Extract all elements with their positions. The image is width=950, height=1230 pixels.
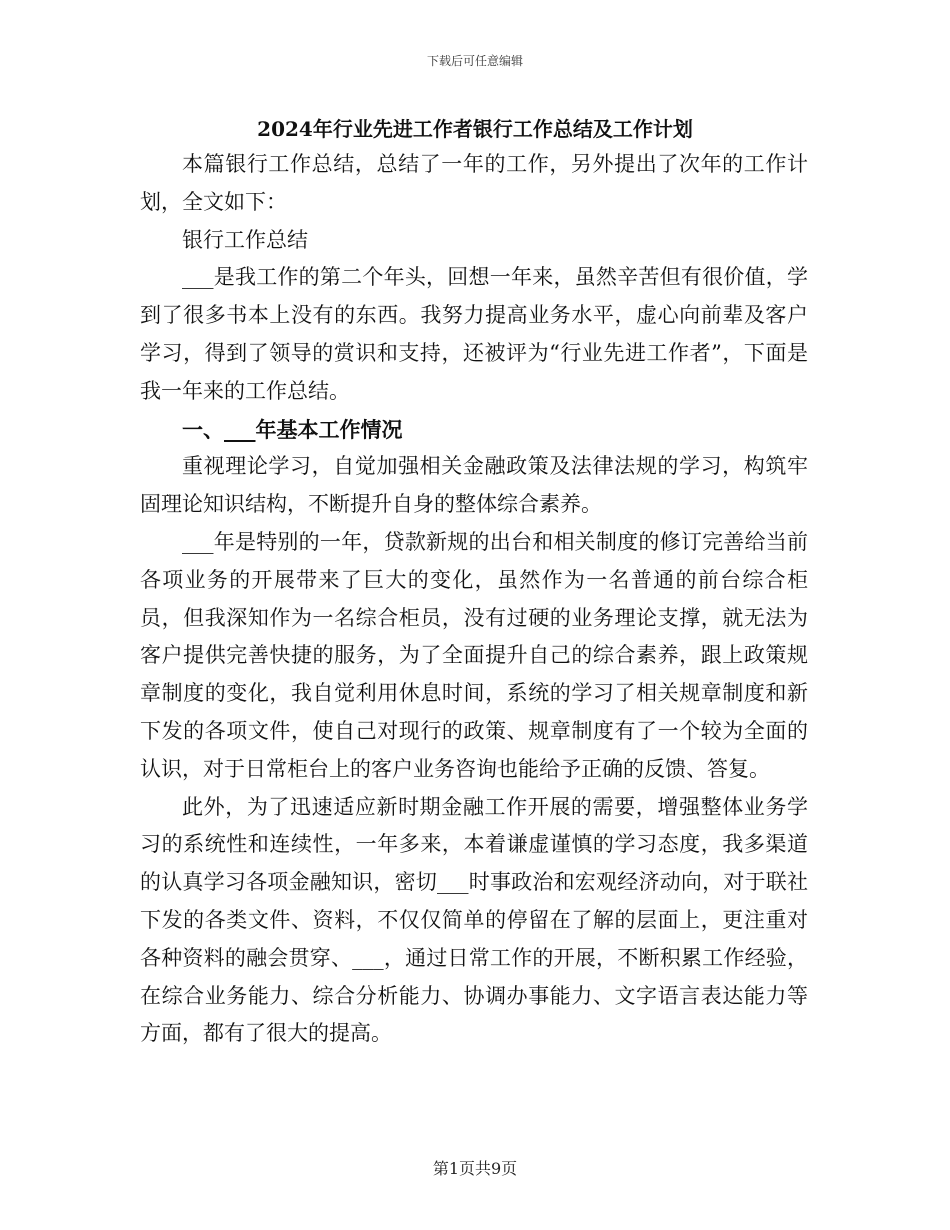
theory-paragraph: 重视理论学习，自觉加强相关金融政策及法律法规的学习，构筑牢固理论知识结构，不断提升自身的整体综合素养。 — [140, 454, 808, 517]
opening-paragraph: ___是我工作的第二个年头，回想一年来，虽然辛苦但有很价值，学到了很多书本上没有的东西。我努力提高业务水平，虚心向前辈及客户学习，得到了领导的赏识和支持，还被评为“行业先进工作者”，下面是我一年来的工作总结。 — [140, 265, 808, 403]
regulation-paragraph: ___年是特别的一年，贷款新规的出台和相关制度的修订完善给当前各项业务的开展带来了巨大的变化，虽然作为一名普通的前台综合柜员，但我深知作为一名综合柜员，没有过硬的业务理论支撑，就无法为客户提供完善快捷的服务，为了全面提升自己的综合素养，跟上政策规章制度的变化，我自觉利用休息时间，系统的学习了相关规章制度和新下发的各项文件，使自己对现行的政策、规章制度有了一个较为全面的认识，对于日常柜台上的客户业务咨询也能给予正确的反馈、答复。 — [140, 529, 808, 781]
section-heading: 一、___年基本工作情况 — [182, 416, 403, 442]
learning-paragraph: 此外，为了迅速适应新时期金融工作开展的需要，增强整体业务学习的系统性和连续性，一年多来，本着谦虚谨慎的学习态度，我多渠道的认真学习各项金融知识，密切___时事政治和宏观经济动向，对于联社下发的各类文件、资料，不仅仅简单的停留在了解的层面上，更注重对各种资料的融会贯穿、___，通过日常工作的开展，不断积累工作经验，在综合业务能力、综合分析能力、协调办事能力、文字语言表达能力等方面，都有了很大的提高。 — [140, 794, 808, 1046]
document-body — [140, 146, 808, 1053]
document-title: 2024年行业先进工作者银行工作总结及工作计划 — [257, 117, 693, 141]
intro-paragraph: 本篇银行工作总结，总结了一年的工作，另外提出了次年的工作计划，全文如下： — [140, 152, 808, 214]
header-note: 下载后可任意编辑 — [426, 54, 523, 68]
summary-heading: 银行工作总结 — [182, 227, 308, 252]
page-footer: 第1页共9页 — [432, 1159, 518, 1178]
